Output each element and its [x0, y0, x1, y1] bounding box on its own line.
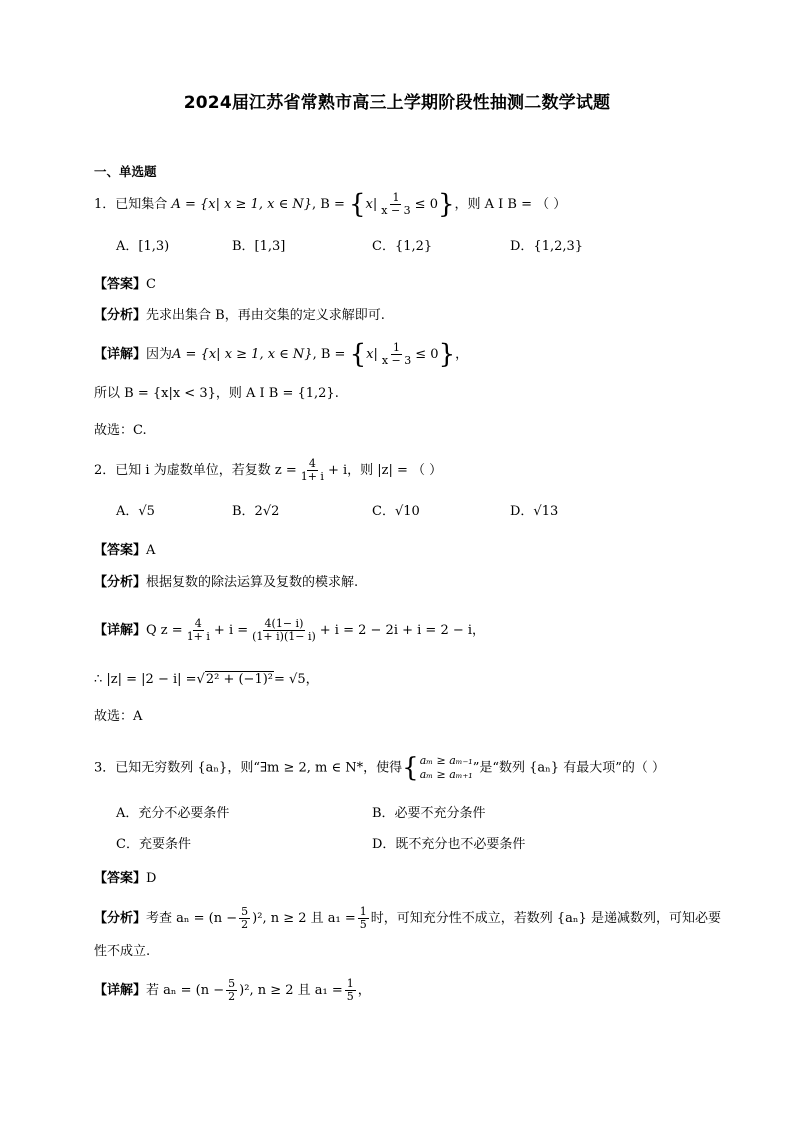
detail-fraction-1 — [226, 978, 237, 1003]
answer-tag: 【答案】 — [94, 543, 147, 558]
frac-denominator: (1+ i)(1− i) — [252, 630, 316, 643]
detail-set-a: A = {x| x ≥ 1, x ∈ N} — [172, 347, 313, 362]
q2-option-c: C．√10 — [372, 504, 420, 519]
q3-stem-suffix: ”是“数列 {aₙ} 有最大项”的（ ） — [472, 760, 665, 776]
analysis-tag: 【分析】 — [94, 575, 147, 590]
frac-numerator: 1 — [359, 905, 367, 918]
q3-analysis-line2: 性不成立. — [94, 944, 151, 959]
q2-answer — [94, 541, 155, 561]
detail-set-b-body: x| — [366, 347, 378, 362]
detail-fraction — [380, 342, 413, 367]
frac-numerator: 1 — [393, 341, 401, 354]
analysis-prefix: 考查 aₙ = (n − — [146, 911, 238, 926]
line2-prefix: ∴ |z| = |2 − i| = — [94, 672, 197, 687]
frac-denominator: x − 3 — [381, 354, 412, 367]
answer-value: C — [146, 277, 156, 292]
q1-option-d: D．{1,2,3} — [510, 239, 584, 254]
q1-choice: 故选：C. — [94, 423, 147, 438]
frac-numerator: 4 — [308, 457, 316, 470]
q3-option-a: A．充分不必要条件 — [116, 806, 230, 821]
detail-suffix: ， — [455, 347, 469, 362]
right-brace-icon: } — [438, 339, 456, 370]
frac-numerator: 1 — [346, 977, 354, 990]
q2-stem-suffix: + i，则 |z| = （ ） — [327, 463, 443, 478]
left-brace-icon: { — [349, 339, 367, 370]
q3-option-d: D．既不充分也不必要条件 — [372, 837, 526, 852]
line2-root: 2² + (−1)² — [205, 672, 274, 687]
q1-stem-suffix: ，则 A I B = （ ） — [454, 197, 567, 212]
detail-suffix: ， — [357, 983, 371, 998]
q3-option-b: B．必要不充分条件 — [372, 806, 486, 821]
q1-set-b-tail: ≤ 0 — [414, 197, 438, 212]
system-top: aₘ ≥ aₘ₋₁ — [419, 754, 473, 767]
detail-set-b-prefix: , B = — [312, 347, 346, 362]
q1-set-a: A = {x| x ≥ 1, x ∈ N} — [171, 197, 312, 212]
detail-tag: 【详解】 — [94, 347, 147, 362]
analysis-mid: )², n ≥ 2 且 a₁ = — [252, 911, 356, 926]
answer-tag: 【答案】 — [94, 277, 147, 292]
q2-option-b: B．2√2 — [232, 504, 280, 519]
section-heading: 一、单选题 — [94, 164, 157, 179]
frac-denominator: x − 3 — [381, 204, 411, 217]
q2-option-a: A．√5 — [116, 504, 155, 519]
answer-tag: 【答案】 — [94, 871, 147, 886]
analysis-tag: 【分析】 — [94, 911, 147, 926]
detail-q: Q z = — [146, 623, 183, 638]
line2-suffix: = √5， — [274, 672, 319, 687]
q1-detail — [94, 339, 469, 370]
q1-stem — [94, 189, 567, 220]
q2-detail-line2 — [94, 670, 319, 690]
detail-fraction-2 — [250, 618, 318, 643]
q1-analysis — [94, 306, 385, 326]
frac-denominator: 1+ i — [186, 630, 210, 643]
q3-system — [420, 754, 473, 782]
analysis-suffix: 时，可知充分性不成立，若数列 {aₙ} 是递减数列，可知必要 — [370, 911, 721, 926]
detail-mid: )², n ≥ 2 且 a₁ = — [239, 983, 343, 998]
q1-set-b-prefix: , B = — [312, 197, 345, 212]
detail-tag: 【详解】 — [94, 983, 147, 998]
q3-analysis — [94, 906, 721, 931]
answer-value: A — [146, 543, 156, 558]
q1-answer — [94, 275, 156, 295]
frac-denominator: 1+ i — [300, 470, 324, 483]
left-brace-icon: { — [402, 753, 419, 783]
q2-stem — [94, 458, 442, 483]
frac-numerator: 5 — [228, 977, 236, 990]
q2-number: 2． — [94, 463, 116, 478]
q1-stem-prefix: 已知集合 — [115, 197, 168, 212]
answer-value: D — [146, 871, 157, 886]
system-bottom: aₘ ≥ aₘ₊₁ — [419, 768, 473, 781]
detail-end: + i = 2 − 2i + i = 2 − i， — [319, 623, 486, 638]
detail-fraction-2 — [345, 978, 356, 1003]
frac-numerator: 1 — [392, 191, 400, 204]
analysis-fraction-2 — [358, 906, 369, 931]
q2-option-d: D．√13 — [510, 504, 559, 519]
q1-fraction — [379, 192, 412, 217]
frac-denominator: 5 — [359, 918, 367, 931]
q1-option-b: B．[1,3] — [232, 239, 286, 254]
page-title: 2024届江苏省常熟市高三上学期阶段性抽测二数学试题 — [183, 93, 611, 113]
frac-denominator: 2 — [228, 990, 236, 1003]
q1-option-a: A．[1,3) — [116, 239, 170, 254]
q2-analysis — [94, 573, 358, 593]
frac-denominator: 5 — [346, 990, 354, 1003]
detail-prefix: 若 aₙ = (n − — [146, 983, 225, 998]
q3-stem-prefix: 已知无穷数列 {aₙ}，则“∃m ≥ 2, m ∈ N*，使得 — [115, 760, 403, 776]
q3-detail — [94, 978, 371, 1003]
right-brace-icon: } — [437, 189, 455, 220]
frac-denominator: 2 — [241, 918, 249, 931]
detail-mid: + i = — [213, 623, 249, 638]
frac-numerator: 5 — [241, 905, 249, 918]
q3-answer — [94, 869, 156, 889]
q1-number: 1． — [94, 197, 116, 212]
q1-option-c: C．{1,2} — [372, 239, 433, 254]
analysis-text: 根据复数的除法运算及复数的模求解. — [146, 575, 359, 590]
analysis-text: 先求出集合 B，再由交集的定义求解即可. — [146, 308, 385, 323]
q3-stem — [94, 754, 665, 782]
q2-choice: 故选：A — [94, 709, 143, 724]
sqrt-icon: √ — [196, 672, 205, 687]
detail-fraction-1 — [185, 618, 212, 643]
q3-option-c: C．充要条件 — [116, 837, 191, 852]
analysis-tag: 【分析】 — [94, 308, 147, 323]
q1-set-b-body: x| — [365, 197, 378, 212]
left-brace-icon: { — [348, 189, 366, 220]
q2-stem-prefix: 已知 i 为虚数单位，若复数 z = — [115, 463, 297, 478]
frac-numerator: 4 — [194, 617, 202, 630]
analysis-fraction-1 — [239, 906, 250, 931]
detail-tag: 【详解】 — [94, 623, 147, 638]
q1-detail-line2: 所以 B = {x|x < 3}，则 A I B = {1,2}. — [94, 386, 339, 401]
q2-detail — [94, 618, 485, 643]
detail-prefix: 因为 — [146, 347, 173, 362]
q2-fraction — [299, 458, 326, 483]
frac-numerator: 4(1− i) — [264, 617, 304, 630]
detail-set-b-tail: ≤ 0 — [415, 347, 439, 362]
q3-number: 3． — [94, 760, 116, 776]
